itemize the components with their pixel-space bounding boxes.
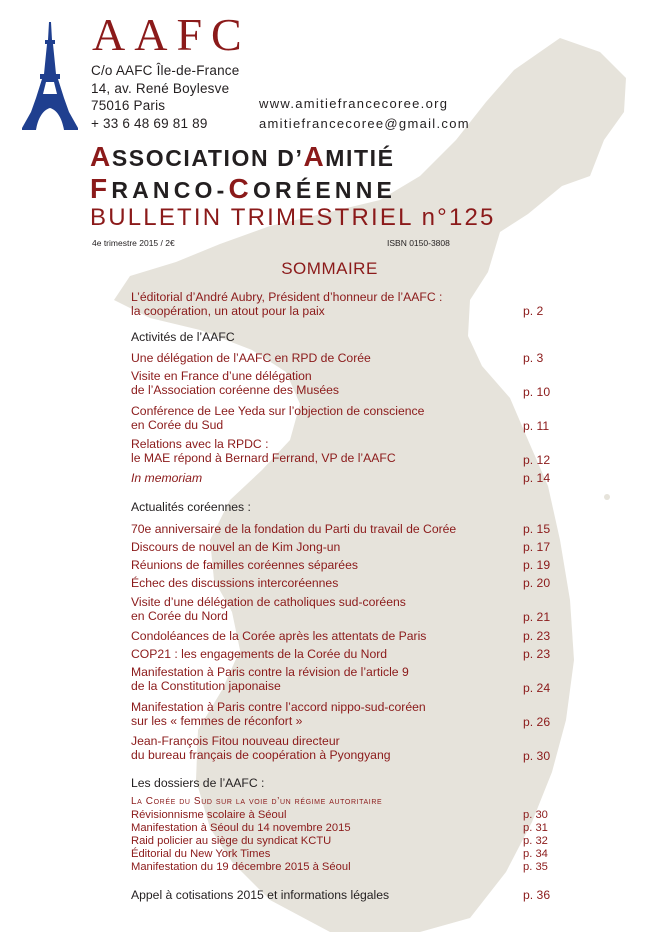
toc-entry[interactable]: Discours de nouvel an de Kim Jong-un xyxy=(131,540,341,554)
toc-entry[interactable]: Conférence de Lee Yeda sur l’objection de conscience en Corée du Sud xyxy=(131,404,425,432)
toc-entry[interactable]: Visite d’une délégation de catholiques sud-coréens en Corée du Nord xyxy=(131,595,406,623)
page-number: p. 12 xyxy=(523,453,551,467)
association-title-line2: FRANCO-CORÉENNE xyxy=(90,173,397,204)
toc-entry[interactable]: Visite en France d’une délégation de l’Association coréenne des Musées xyxy=(131,369,339,397)
sommaire-title: SOMMAIRE xyxy=(281,259,378,278)
page-number: p. 19 xyxy=(523,558,551,572)
toc-entry[interactable]: 70e anniversaire de la fondation du Parti du travail de Corée xyxy=(131,522,457,536)
toc-entry[interactable]: Une délégation de l’AAFC en RPD de Corée xyxy=(131,351,371,365)
dossier-item[interactable]: Manifestation du 19 décembre 2015 à Séoul xyxy=(131,861,351,873)
toc-entry[interactable]: Relations avec la RPDC : le MAE répond à Bernard Ferrand, VP de l’AAFC xyxy=(131,437,396,465)
page-number: p. 31 xyxy=(523,822,548,834)
page-number: p. 35 xyxy=(523,861,548,873)
address-line: C/o AAFC Île-de-France xyxy=(91,63,240,78)
page-number: p. 21 xyxy=(523,610,551,624)
page-number: p. 36 xyxy=(523,888,551,902)
dossier-item[interactable]: Révisionnisme scolaire à Séoul xyxy=(131,809,287,821)
page-number: p. 17 xyxy=(523,540,551,554)
page-number: p. 3 xyxy=(523,351,544,365)
section-heading: Actualités coréennes : xyxy=(131,500,251,514)
address-line: 14, av. René Boylesve xyxy=(91,81,230,96)
section-heading: Activités de l’AAFC xyxy=(131,330,235,344)
page-number: p. 30 xyxy=(523,809,548,821)
website-link[interactable]: www.amitiefrancecoree.org xyxy=(259,96,449,111)
page-number: p. 23 xyxy=(523,629,551,643)
toc-entry[interactable]: Manifestation à Paris contre la révision de l’article 9 de la Constitution japonaise xyxy=(131,665,409,693)
eiffel-tower-icon xyxy=(22,22,78,130)
toc-entry[interactable]: Manifestation à Paris contre l’accord nippo-sud-coréen sur les « femmes de réconfort » xyxy=(131,700,426,728)
toc-entry[interactable]: Réunions de familles coréennes séparées xyxy=(131,558,358,572)
toc-entry[interactable]: Condoléances de la Corée après les attentats de Paris xyxy=(131,629,427,643)
page-number: p. 23 xyxy=(523,647,551,661)
toc-entry[interactable]: Jean-François Fitou nouveau directeur du bureau français de coopération à Pyongyang xyxy=(131,734,391,762)
email-link[interactable]: amitiefrancecoree@gmail.com xyxy=(259,116,470,131)
page-number: p. 32 xyxy=(523,835,548,847)
page-number: p. 15 xyxy=(523,522,551,536)
address-line: 75016 Paris xyxy=(91,98,166,113)
page-number: p. 26 xyxy=(523,715,551,729)
page-number: p. 20 xyxy=(523,576,551,590)
page-number: p. 34 xyxy=(523,848,548,860)
toc-entry[interactable]: COP21 : les engagements de la Corée du Nord xyxy=(131,647,388,661)
isbn: ISBN 0150-3808 xyxy=(387,238,450,248)
phone-number: + 33 6 48 69 81 89 xyxy=(91,116,208,131)
aafc-logo: AAFC xyxy=(92,9,251,60)
toc-entry-in-memoriam[interactable]: In memoriam xyxy=(131,471,203,485)
dossier-item[interactable]: Manifestation à Séoul du 14 novembre 2015 xyxy=(131,822,351,834)
dossier-title: La Corée du Sud sur la voie d’un régime autoritaire xyxy=(131,796,383,807)
issue-info: 4e trimestre 2015 / 2€ xyxy=(92,238,175,248)
page-number: p. 2 xyxy=(523,304,544,318)
toc-entry[interactable]: Échec des discussions intercoréennes xyxy=(131,576,339,590)
dossier-item[interactable]: Raid policier au siège du syndicat KCTU xyxy=(131,835,332,847)
page-number: p. 10 xyxy=(523,385,551,399)
section-heading: Les dossiers de l’AAFC : xyxy=(131,776,265,790)
bulletin-title: BULLETIN TRIMESTRIEL n°125 xyxy=(90,204,496,231)
page-number: p. 14 xyxy=(523,471,551,485)
toc-entry-editorial[interactable]: L’éditorial d’André Aubry, Président d’honneur de l’AAFC : la coopération, un atout pour la paix xyxy=(131,290,443,318)
association-title-line1: ASSOCIATION D’AMITIÉ xyxy=(90,141,395,172)
dossier-item[interactable]: Éditorial du New York Times xyxy=(131,848,271,860)
toc-entry-appel[interactable]: Appel à cotisations 2015 et informations légales xyxy=(131,888,390,902)
page-number: p. 30 xyxy=(523,749,551,763)
page-number: p. 11 xyxy=(523,419,550,433)
page-number: p. 24 xyxy=(523,681,551,695)
